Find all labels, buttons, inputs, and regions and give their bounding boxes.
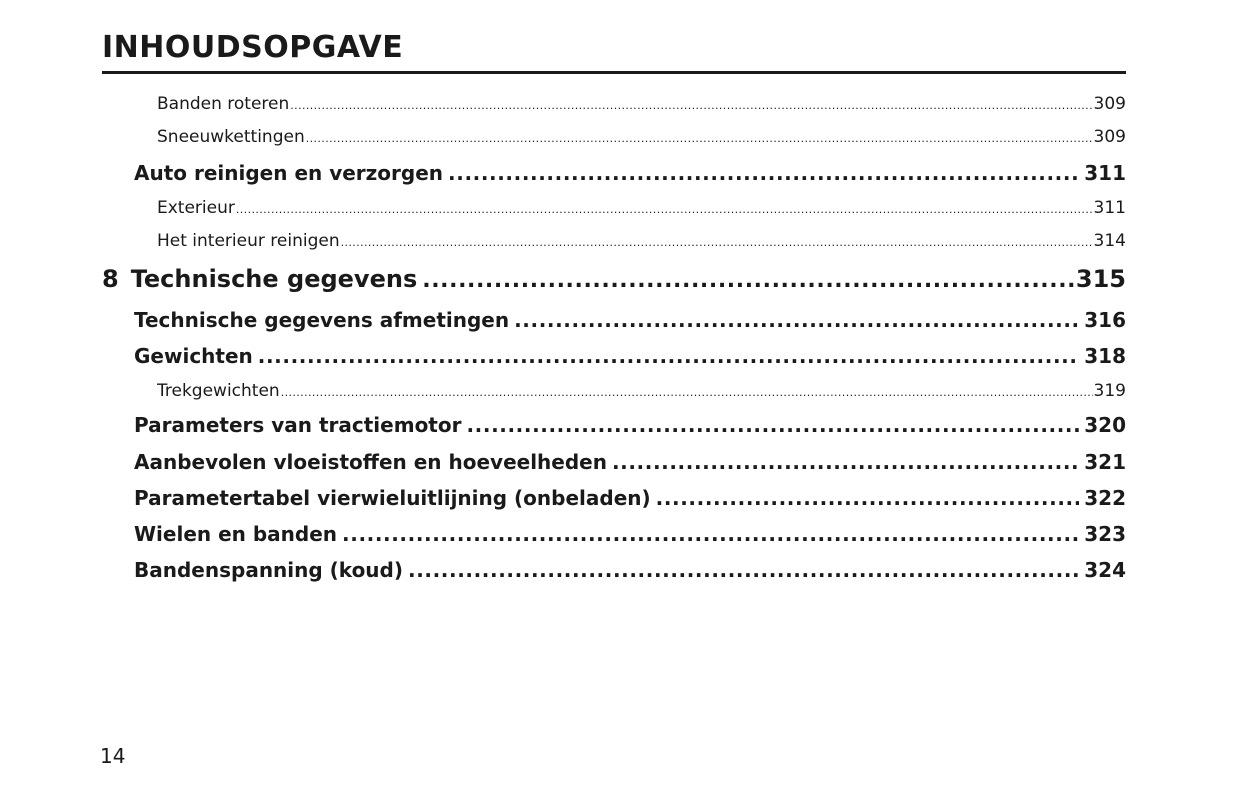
- toc-entry-label: Banden roteren: [157, 94, 290, 114]
- dot-leader: [612, 448, 1079, 476]
- toc-entry-label: Het interieur reinigen: [157, 231, 340, 251]
- toc-entry-page: 323: [1084, 522, 1126, 546]
- toc-entry-bandenspanning[interactable]: [134, 556, 1126, 584]
- dot-leader: [306, 125, 1093, 149]
- dot-leader: [656, 484, 1080, 512]
- toc-entry-page: 322: [1084, 486, 1126, 510]
- chapter-number: 8: [102, 265, 119, 293]
- toc-entry-page: 314: [1093, 231, 1126, 251]
- toc-entry-afmetingen[interactable]: [134, 306, 1126, 334]
- toc-entry-label: Technische gegevens afmetingen: [134, 308, 510, 332]
- toc-entry-page: 311: [1093, 198, 1126, 218]
- toc-entry-label: Wielen en banden: [134, 522, 338, 546]
- toc-entry-label: Aanbevolen vloeistoffen en hoeveelheden: [134, 450, 607, 474]
- toc-entry-gewichten[interactable]: [134, 342, 1126, 370]
- toc-entry-page: 315: [1075, 265, 1126, 293]
- dot-leader: [422, 263, 1075, 295]
- toc-chapter-technische-gegevens[interactable]: [102, 263, 1126, 295]
- page-number: 14: [100, 744, 126, 768]
- toc-entry-page: 320: [1084, 413, 1126, 437]
- dot-leader: [258, 342, 1079, 370]
- toc-entry-vierwieluitlijning[interactable]: [134, 484, 1126, 512]
- toc-entry-wielen-banden[interactable]: [134, 520, 1126, 548]
- dot-leader: [448, 159, 1079, 187]
- dot-leader: [466, 411, 1079, 439]
- toc-entry-label: Exterieur: [157, 198, 235, 218]
- toc-entry-label: Parameters van tractiemotor: [134, 413, 462, 437]
- dot-leader: [342, 520, 1079, 548]
- toc-entry-page: 309: [1093, 94, 1126, 114]
- toc-entry-label: Auto reinigen en verzorgen: [134, 161, 444, 185]
- dot-leader: [341, 229, 1093, 253]
- toc-entry-exterieur[interactable]: [157, 196, 1126, 220]
- dot-leader: [290, 92, 1092, 116]
- toc-entry-label: Gewichten: [134, 344, 253, 368]
- toc-entry-label: Bandenspanning (koud): [134, 558, 404, 582]
- dot-leader: [514, 306, 1079, 334]
- toc-entry-banden-roteren[interactable]: [157, 92, 1126, 116]
- toc-entry-trekgewichten[interactable]: [157, 379, 1126, 403]
- toc-entry-sneeuwkettingen[interactable]: [157, 125, 1126, 149]
- toc-entry-page: 319: [1093, 381, 1126, 401]
- toc-entry-label: Parametertabel vierwieluitlijning (onbeladen): [134, 486, 651, 510]
- toc-entry-interieur-reinigen[interactable]: [157, 229, 1126, 253]
- toc-entry-label: Trekgewichten: [157, 381, 280, 401]
- dot-leader: [281, 379, 1093, 403]
- toc-entry-auto-reinigen[interactable]: [134, 159, 1126, 187]
- dot-leader: [236, 196, 1093, 220]
- title-divider: [102, 71, 1126, 74]
- toc-entry-page: 309: [1093, 127, 1126, 147]
- toc-entry-tractiemotor[interactable]: [134, 411, 1126, 439]
- toc-entry-label: Technische gegevens: [130, 265, 418, 293]
- toc-entry-vloeistoffen[interactable]: [134, 448, 1126, 476]
- dot-leader: [408, 556, 1079, 584]
- toc-entry-page: 316: [1084, 308, 1126, 332]
- toc-entry-page: 311: [1084, 161, 1126, 185]
- toc-entry-label: Sneeuwkettingen: [157, 127, 305, 147]
- toc-entry-page: 324: [1084, 558, 1126, 582]
- toc-entry-page: 321: [1084, 450, 1126, 474]
- toc-entry-page: 318: [1084, 344, 1126, 368]
- page-title: INHOUDSOPGAVE: [102, 30, 404, 65]
